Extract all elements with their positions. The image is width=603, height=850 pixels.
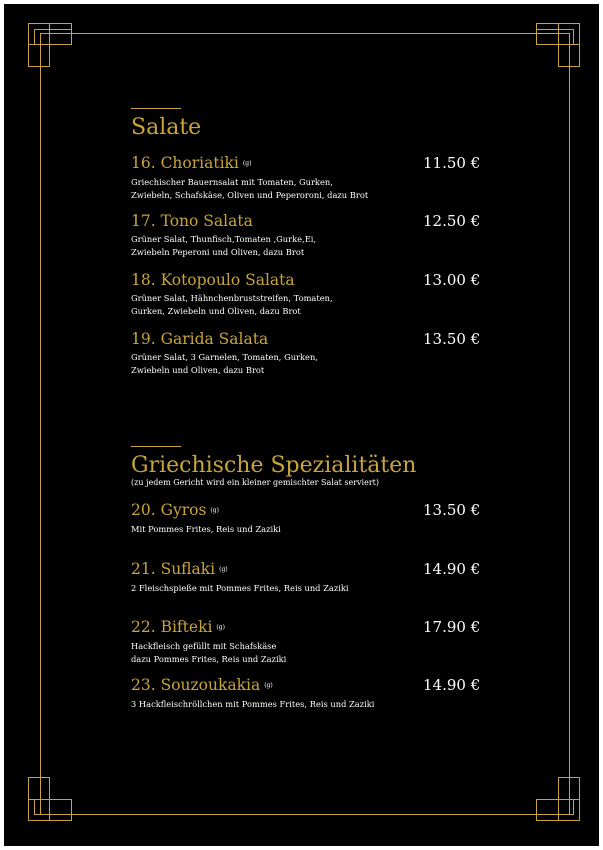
item-name: 23. Souzoukakia (g) [131,676,273,694]
item-price: 17.90 € [423,618,481,636]
item-name: 17. Tono Salata [131,212,253,230]
item-description: 2 Fleischspieße mit Pommes Frites, Reis und Zaziki [131,583,349,593]
section-rule [131,446,181,447]
section-salate-header [131,108,201,141]
menu-item [131,330,491,376]
corner-ornament-top-right [536,23,580,67]
item-tag: (g) [219,566,228,573]
item-description: Grüner Salat, 3 Garnelen, Tomaten, Gurken, Zwiebeln und Oliven, dazu Brot [131,352,318,375]
item-price: 11.50 € [423,154,481,172]
menu-item [131,212,491,258]
item-description: Mit Pommes Frites, Reis und Zaziki [131,524,281,534]
menu-item [131,154,491,201]
item-name: 16. Choriatiki (g) [131,154,252,172]
item-price: 12.50 € [423,212,481,230]
item-price: 13.50 € [423,330,481,348]
section-rule [131,108,181,109]
menu-item [131,501,491,536]
menu-item [131,618,491,665]
menu-item [131,271,491,317]
item-name: 18. Kotopoulo Salata [131,271,295,289]
item-tag: (g) [264,682,273,689]
item-name: 19. Garida Salata [131,330,269,348]
item-description: Griechischer Bauernsalat mit Tomaten, Gurken, Zwiebeln, Schafskäse, Oliven und Peperoroni, dazu Brot [131,177,369,200]
section-spezialitaeten-header [131,446,416,487]
item-description: Grüner Salat, Thunfisch,Tomaten ,Gurke,Ei, Zwiebeln Peperoni und Oliven, dazu Brot [131,234,317,257]
menu-item [131,676,491,711]
item-tag: (g) [242,160,252,167]
menu-page [4,4,599,846]
corner-ornament-bottom-left [28,777,72,821]
item-price: 14.90 € [423,676,481,694]
section-title: Griechische Spezialitäten [131,453,417,478]
item-name: 22. Bifteki (g) [131,618,225,636]
item-name: 21. Suflaki (g) [131,560,228,578]
item-description: Hackfleisch gefüllt mit Schafskäse dazu Pommes Frites, Reis und Zaziki [131,641,287,664]
item-price: 14.90 € [423,560,481,578]
menu-item [131,560,491,595]
item-name: 20. Gyros (g) [131,501,219,519]
item-description: 3 Hackfleischröllchen mit Pommes Frites, Reis und Zaziki [131,699,375,709]
item-tag: (g) [216,624,225,631]
item-tag: (g) [210,507,219,514]
item-price: 13.00 € [423,271,481,289]
section-title: Salate [131,115,202,140]
corner-ornament-top-left [28,23,72,67]
item-description: Grüner Salat, Hähnchenbruststreifen, Tomaten, Gurken, Zwiebeln und Oliven, dazu Brot [131,293,333,316]
corner-ornament-bottom-right [536,777,580,821]
section-note: (zu jedem Gericht wird ein kleiner gemischter Salat serviert) [131,478,379,487]
item-price: 13.50 € [423,501,481,519]
